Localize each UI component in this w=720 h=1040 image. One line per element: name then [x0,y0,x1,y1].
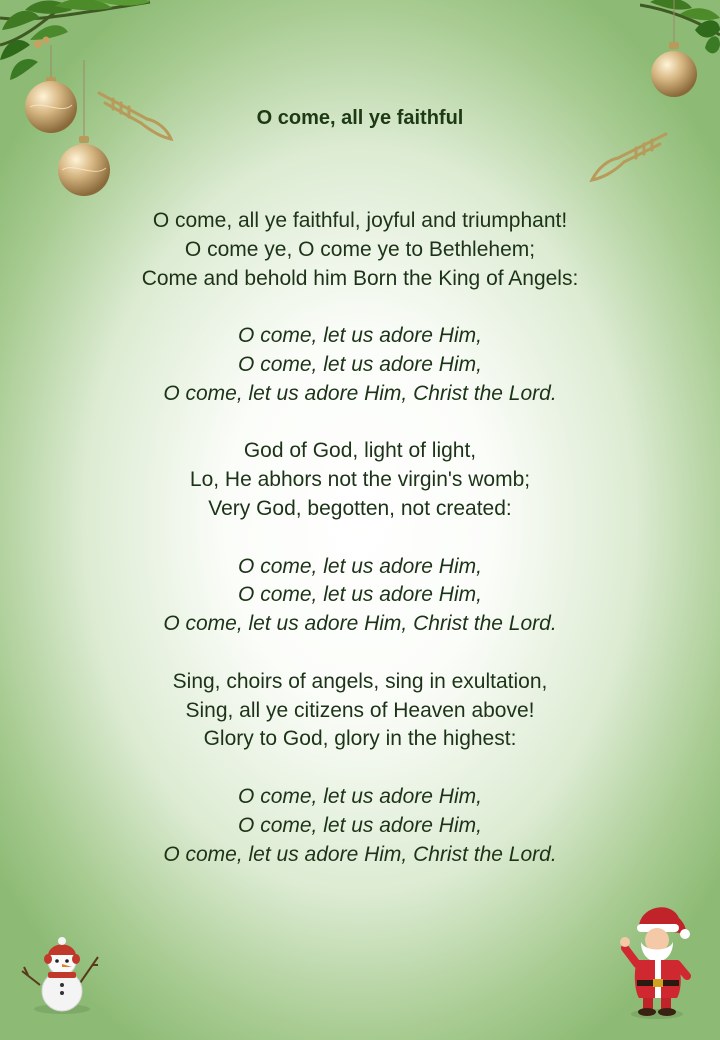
trumpet-icon [588,128,670,186]
lyric-line: O come, let us adore Him, Christ the Lord. [163,842,557,866]
lyric-line: Sing, choirs of angels, sing in exultation, [172,669,548,693]
lyric-line: Very God, begotten, not created: [208,496,512,520]
lyric-line: O come ye, O come ye to Bethlehem; [184,237,536,261]
lyric-line: Lo, He abhors not the virgin's womb; [189,468,531,492]
lyric-line: O come, all ye faithful, joyful and triumphant! [152,209,568,232]
page-title: O come, all ye faithful [256,107,464,129]
lyric-line: O come, let us adore Him, [238,784,482,808]
lyric-line: Glory to God, glory in the highest: [203,727,517,751]
lyric-line: O come, let us adore Him, Christ the Lord. [163,612,557,636]
stanza-2 [0,437,720,523]
chorus-1 [0,322,720,408]
lyric-line: O come, let us adore Him, [238,352,482,376]
chorus-3 [0,783,720,869]
lyric-line: Sing, all ye citizens of Heaven above! [185,698,535,722]
gold-ornament-icon [648,0,704,100]
lyric-line: O come, let us adore Him, Christ the Lord. [163,381,557,405]
santa-claus-icon [615,902,693,1020]
lyric-line: God of God, light of light, [243,439,477,463]
snowman-icon [18,935,103,1015]
lyric-line: O come, let us adore Him, [238,554,482,578]
lyric-line: Come and behold him Born the King of Angels: [141,266,579,290]
lyrics [0,207,720,898]
stanza-3 [0,668,720,754]
lyric-line: O come, let us adore Him, [238,324,482,348]
stanza-1 [0,207,720,293]
lyric-line: O come, let us adore Him, [238,813,482,837]
chorus-2 [0,553,720,639]
lyric-line: O come, let us adore Him, [238,583,482,607]
